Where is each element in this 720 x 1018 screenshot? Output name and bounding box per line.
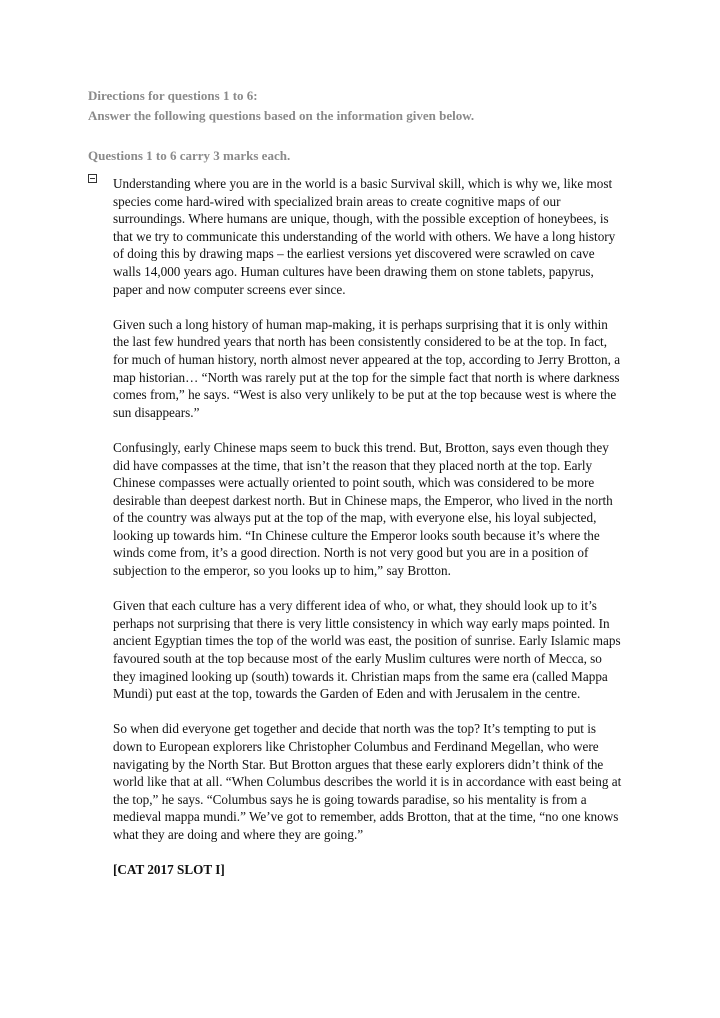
- passage-paragraph-5: So when did everyone get together and decide that north was the top? It’s tempting to put is down to European explorers like Christopher Columbus and Ferdinand Megellan, who were navigating by the North Star. But Brotton argues that these early explorers didn’t think of the world like that at all. “When Columbus describes the world it is in accordance with east being at the top,” he says. “Columbus says he is going towards paradise, so his mentality is from a medieval mappa mundi.” We’ve got to remember, adds Brotton, that at the time, “no one knows what they are doing and where they are going.”: [113, 721, 622, 842]
- directions-block: [88, 86, 648, 166]
- directions-instruction: Answer the following questions based on the information given below.: [88, 108, 475, 123]
- passage-paragraph-4: Given that each culture has a very different idea of who, or what, they should look up to it’s perhaps not surprising that there is very little consistency in which way early maps pointed. In ancient Egyptian times the top of the world was east, the position of sunrise. Early Islamic maps favoured south at the top because most of the early Muslim cultures were north of Mecca, so they imagined looking up (south) towards it. Christian maps from the same era (called Mappa Mundi) put east at the top, towards the Garden of Eden and with Jerusalem in the centre.: [113, 598, 621, 702]
- passage-paragraph-2: Given such a long history of human map-making, it is perhaps surprising that it is only within the last few hundred years that north has been consistently considered to be at the top. In fact, for much of human history, north almost never appeared at the top, according to Jerry Brotton, a map historian… “North was rarely put at the top for the simple fact that north is where darkness comes from,” he says. “West is also very unlikely to be put at the top because west is where the sun disappears.”: [113, 316, 621, 420]
- passage-paragraph-1: Understanding where you are in the world is a basic Survival skill, which is why we, like most species come hard-wired with specialized brain areas to create cognitive maps of our surroundings. Where humans are unique, though, with the possible exception of honeybees, is that we try to communicate this understanding of the world with others. We have a long history of doing this by drawing maps – the earliest versions yet discovered were scrawled on cave walls 14,000 years ago. Human cultures have been drawing them on stone tablets, papyrus, paper and now computer screens ever since.: [113, 176, 616, 297]
- marks-note: Questions 1 to 6 carry 3 marks each.: [88, 148, 291, 163]
- passage-source: [CAT 2017 SLOT I]: [113, 862, 225, 878]
- directions-heading: Directions for questions 1 to 6:: [88, 88, 258, 103]
- collapse-icon[interactable]: [88, 174, 97, 183]
- passage-paragraph-3: Confusingly, early Chinese maps seem to buck this trend. But, Brotton, says even though they did have compasses at the time, that isn’t the reason that they placed north at the top. Early Chinese compasses were actually oriented to point south, which was considered to be more desirable than deepest darkest north. But in Chinese maps, the Emperor, who lived in the north of the country was always put at the top of the map, with everyone else, his loyal subjected, looking up towards him. “In Chinese culture the Emperor looks south because it’s where the winds come from, it’s a good direction. North is not very good but you are in a position of subjection to the emperor, so you looks up to him,” say Brotton.: [113, 439, 613, 579]
- reading-passage: [113, 175, 623, 896]
- spacer: [88, 126, 648, 146]
